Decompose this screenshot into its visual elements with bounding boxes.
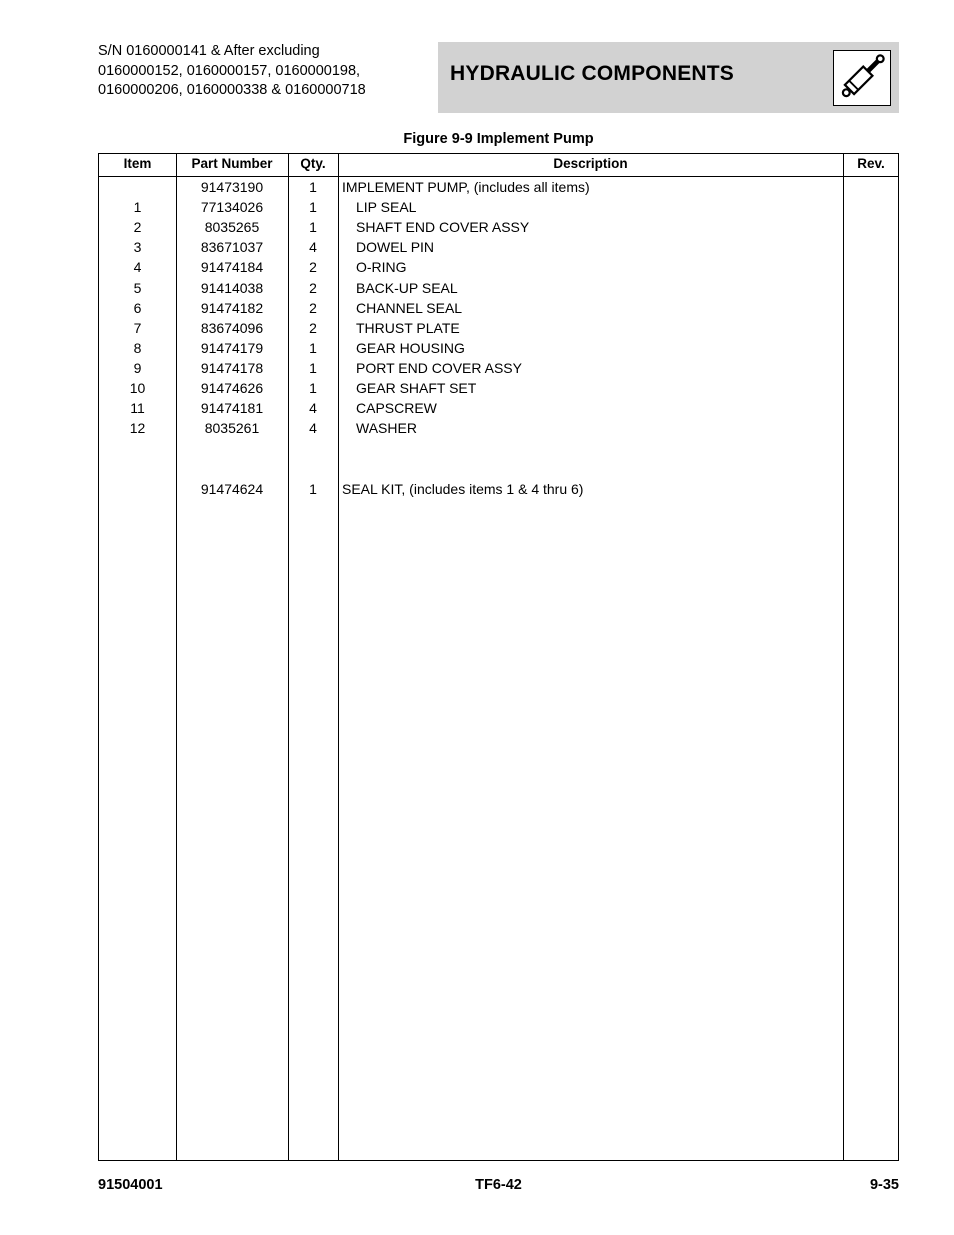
description-cell: [342, 458, 842, 478]
section-banner: [438, 42, 899, 113]
figure-title: Figure 9-9 Implement Pump: [403, 131, 594, 147]
column-header-item: Item: [123, 156, 152, 171]
qty-cell: [288, 438, 338, 458]
item-cell: 11: [130, 400, 145, 417]
serial-number-note: [98, 42, 366, 101]
table-row: [99, 438, 898, 458]
item-cell: 10: [129, 380, 146, 396]
qty-cell: 4: [309, 420, 317, 437]
item-cell: [99, 438, 176, 458]
description-cell: GEAR HOUSING: [356, 339, 465, 356]
table-row: [99, 217, 898, 237]
item-cell: 5: [133, 279, 142, 296]
description-cell: DOWEL PIN: [356, 239, 435, 256]
table-row: [99, 177, 898, 197]
description-cell: CAPSCREW: [356, 400, 437, 417]
qty-cell: 4: [309, 239, 317, 256]
column-header-rev: Rev.: [857, 156, 885, 171]
qty-cell: 1: [309, 219, 317, 236]
item-cell: 12: [129, 420, 146, 437]
serial-line: 0160000206, 0160000338 & 0160000718: [98, 82, 366, 98]
description-cell: WASHER: [356, 420, 417, 437]
part-number-cell: 83671037: [200, 239, 264, 256]
qty-cell: 1: [309, 380, 317, 396]
qty-cell: 1: [309, 199, 317, 216]
part-number-cell: 91474178: [200, 359, 264, 376]
table-row: [99, 237, 898, 257]
part-number-cell: 91474626: [200, 380, 264, 396]
serial-line: S/N 0160000141 & After excluding: [98, 43, 320, 59]
table-row: [99, 318, 898, 338]
table-row: [99, 278, 898, 298]
table-row: [99, 298, 898, 318]
part-number-cell: [176, 438, 288, 458]
description-cell: BACK-UP SEAL: [356, 279, 458, 296]
item-cell: 3: [133, 239, 142, 256]
part-number-cell: 91474181: [200, 400, 264, 417]
part-number-cell: [176, 458, 288, 478]
column-header-description: Description: [553, 156, 628, 171]
table-row: [99, 479, 898, 499]
column-header-part-number: Part Number: [191, 156, 273, 171]
part-number-cell: 91474182: [200, 299, 264, 316]
qty-cell: 1: [309, 339, 317, 356]
item-cell: [99, 479, 176, 499]
description-cell: THRUST PLATE: [356, 319, 460, 336]
description-cell: PORT END COVER ASSY: [356, 359, 522, 376]
table-row: [99, 398, 898, 418]
hydraulic-cylinder-icon: [833, 50, 891, 106]
part-number-cell: 91474184: [200, 259, 264, 276]
table-row: [99, 458, 898, 478]
part-number-cell: 8035265: [204, 219, 260, 236]
item-cell: 1: [133, 199, 142, 216]
table-row: [99, 418, 898, 438]
part-number-cell: 91474179: [200, 339, 264, 356]
description-cell: GEAR SHAFT SET: [356, 380, 477, 396]
footer-model: TF6-42: [475, 1177, 522, 1193]
qty-cell: [288, 458, 338, 478]
item-cell: 8: [133, 339, 142, 356]
table-row: [99, 378, 898, 398]
qty-cell: 1: [309, 179, 317, 195]
qty-cell: 2: [309, 259, 317, 276]
table-row: [99, 338, 898, 358]
description-cell: O-RING: [356, 259, 407, 276]
description-cell: CHANNEL SEAL: [356, 299, 463, 316]
column-header-qty: Qty.: [300, 156, 326, 171]
part-number-cell: 91473190: [200, 179, 264, 195]
item-cell: 9: [133, 359, 142, 376]
part-number-cell: 83674096: [200, 319, 264, 336]
item-cell: 2: [133, 219, 142, 236]
part-number-cell: 91474624: [200, 480, 264, 497]
table-row: [99, 358, 898, 378]
part-number-cell: 91414038: [200, 279, 264, 296]
item-cell: 6: [133, 299, 142, 316]
qty-cell: 4: [309, 400, 317, 417]
serial-line: 0160000152, 0160000157, 0160000198,: [98, 62, 361, 79]
item-cell: 7: [133, 319, 142, 336]
footer-page-number: 9-35: [869, 1177, 899, 1193]
qty-cell: 2: [309, 319, 317, 336]
description-cell: SEAL KIT, (includes items 1 & 4 thru 6): [342, 480, 584, 497]
qty-cell: 2: [309, 279, 317, 296]
description-cell: [342, 438, 842, 458]
footer-doc-number: 91504001: [98, 1177, 163, 1193]
part-number-cell: 8035261: [204, 420, 260, 437]
section-title: HYDRAULIC COMPONENTS: [450, 62, 735, 85]
part-number-cell: 77134026: [200, 199, 264, 216]
item-cell: 4: [133, 259, 142, 276]
qty-cell: 2: [309, 299, 317, 316]
qty-cell: 1: [309, 359, 317, 376]
item-cell: [99, 458, 176, 478]
table-row: [99, 197, 898, 217]
description-cell: IMPLEMENT PUMP, (includes all items): [342, 179, 590, 195]
description-cell: LIP SEAL: [356, 199, 417, 216]
item-cell: [99, 177, 176, 197]
table-row: [99, 257, 898, 277]
qty-cell: 1: [309, 480, 317, 497]
description-cell: SHAFT END COVER ASSY: [356, 219, 530, 236]
parts-table: [98, 153, 899, 1161]
